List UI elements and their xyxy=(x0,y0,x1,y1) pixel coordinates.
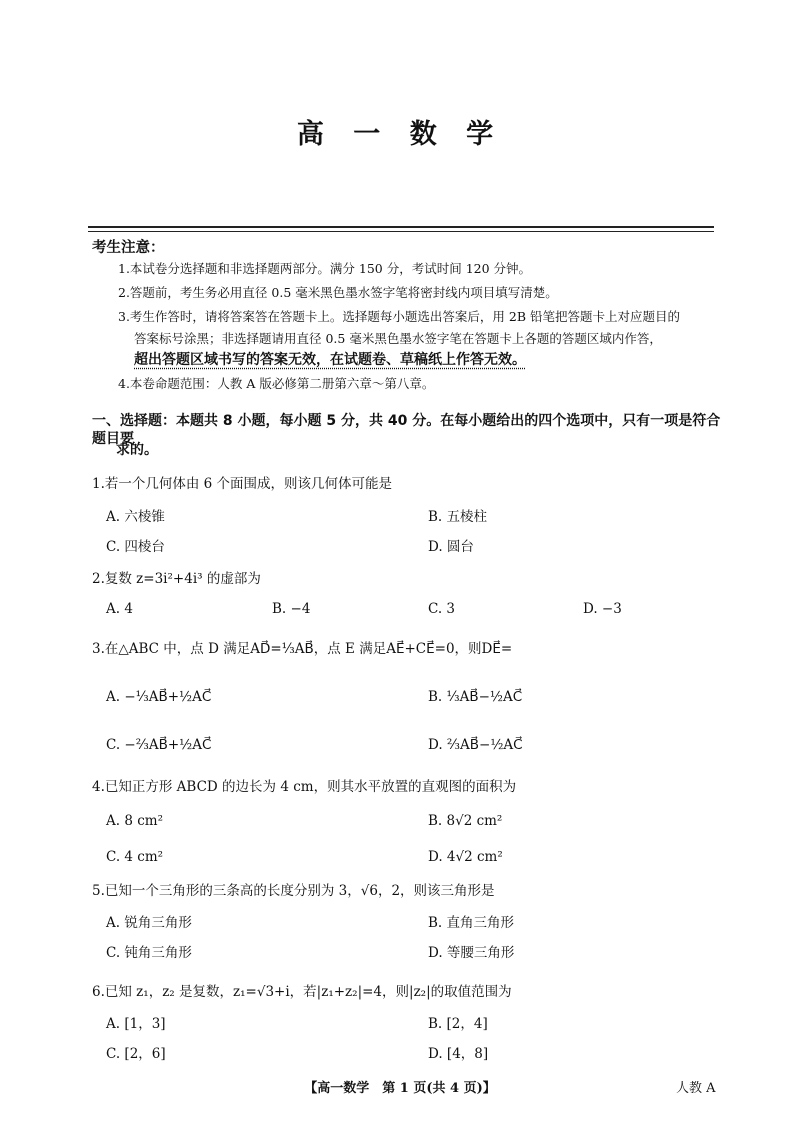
question-3: 3.在△ABC 中，点 D 满足AD⃗=⅓AB⃗，点 E 满足AE⃗+CE⃗=0，则DE⃗= xyxy=(92,641,513,657)
header-rule-thin xyxy=(88,231,714,232)
q3-option-c: C. −⅔AB⃗+½AC⃗ xyxy=(106,737,212,753)
q2-option-d: D. −3 xyxy=(583,601,622,617)
q3-option-a: A. −⅓AB⃗+½AC⃗ xyxy=(106,689,212,705)
q4-option-b: B. 8√2 cm² xyxy=(428,813,503,829)
notice-warning: 超出答题区域书写的答案无效，在试题卷、草稿纸上作答无效。 xyxy=(134,352,526,368)
notice-heading: 考生注意： xyxy=(92,239,165,256)
question-6: 6.已知 z₁，z₂ 是复数，z₁=√3+i，若|z₁+z₂|=4，则|z₂|的取值范围为 xyxy=(92,984,512,1000)
q4-option-d: D. 4√2 cm² xyxy=(428,849,503,865)
section-heading-cont: 求的。 xyxy=(116,442,158,458)
q5-option-c: C. 钝角三角形 xyxy=(106,945,192,961)
question-2: 2.复数 z=3i²+4i³ 的虚部为 xyxy=(92,571,261,587)
page-footer: 【高一数学 第 1 页(共 4 页)】 xyxy=(304,1081,496,1096)
q2-option-c: C. 3 xyxy=(428,601,456,617)
q6-option-b: B. [2，4] xyxy=(428,1016,488,1032)
q1-option-a: A. 六棱锥 xyxy=(106,509,165,525)
notice-line-3: 3.考生作答时，请将答案答在答题卡上。选择题每小题选出答案后，用 2B 铅笔把答题卡上对应题目的 xyxy=(118,309,681,324)
footer-edition: 人教 A xyxy=(676,1081,716,1096)
notice-line-1: 1.本试卷分选择题和非选择题两部分。满分 150 分，考试时间 120 分钟。 xyxy=(118,261,532,276)
q6-option-a: A. [1，3] xyxy=(106,1016,166,1032)
notice-line-3-cont: 答案标号涂黑；非选择题请用直径 0.5 毫米黑色墨水签字笔在答题卡上各题的答题区域内作答， xyxy=(134,331,662,346)
q6-option-d: D. [4，8] xyxy=(428,1046,489,1062)
q1-option-d: D. 圆台 xyxy=(428,539,474,555)
question-5: 5.已知一个三角形的三条高的长度分别为 3，√6，2，则该三角形是 xyxy=(92,883,495,899)
q2-option-a: A. 4 xyxy=(106,601,133,617)
q6-option-c: C. [2，6] xyxy=(106,1046,166,1062)
q5-option-d: D. 等腰三角形 xyxy=(428,945,515,961)
q1-option-c: C. 四棱台 xyxy=(106,539,165,555)
q5-option-a: A. 锐角三角形 xyxy=(106,915,192,931)
question-4: 4.已知正方形 ABCD 的边长为 4 cm，则其水平放置的直观图的面积为 xyxy=(92,779,517,795)
question-1: 1.若一个几何体由 6 个面围成，则该几何体可能是 xyxy=(92,476,393,492)
q3-option-b: B. ⅓AB⃗−½AC⃗ xyxy=(428,689,523,705)
q5-option-b: B. 直角三角形 xyxy=(428,915,515,931)
q4-option-c: C. 4 cm² xyxy=(106,849,164,865)
page-title: 高 一 数 学 xyxy=(296,119,504,150)
section-heading: 一、选择题：本题共 8 小题，每小题 5 分，共 40 分。在每小题给出的四个选项中，只有一项是符合题目要 xyxy=(92,413,721,447)
header-rule-thick xyxy=(88,226,714,228)
q3-option-d: D. ⅔AB⃗−½AC⃗ xyxy=(428,737,523,753)
notice-line-4: 4.本卷命题范围：人教 A 版必修第二册第六章～第八章。 xyxy=(118,376,435,391)
notice-line-2: 2.答题前，考生务必用直径 0.5 毫米黑色墨水签字笔将密封线内项目填写清楚。 xyxy=(118,285,558,300)
q4-option-a: A. 8 cm² xyxy=(106,813,163,829)
q1-option-b: B. 五棱柱 xyxy=(428,509,488,525)
q2-option-b: B. −4 xyxy=(272,601,311,617)
